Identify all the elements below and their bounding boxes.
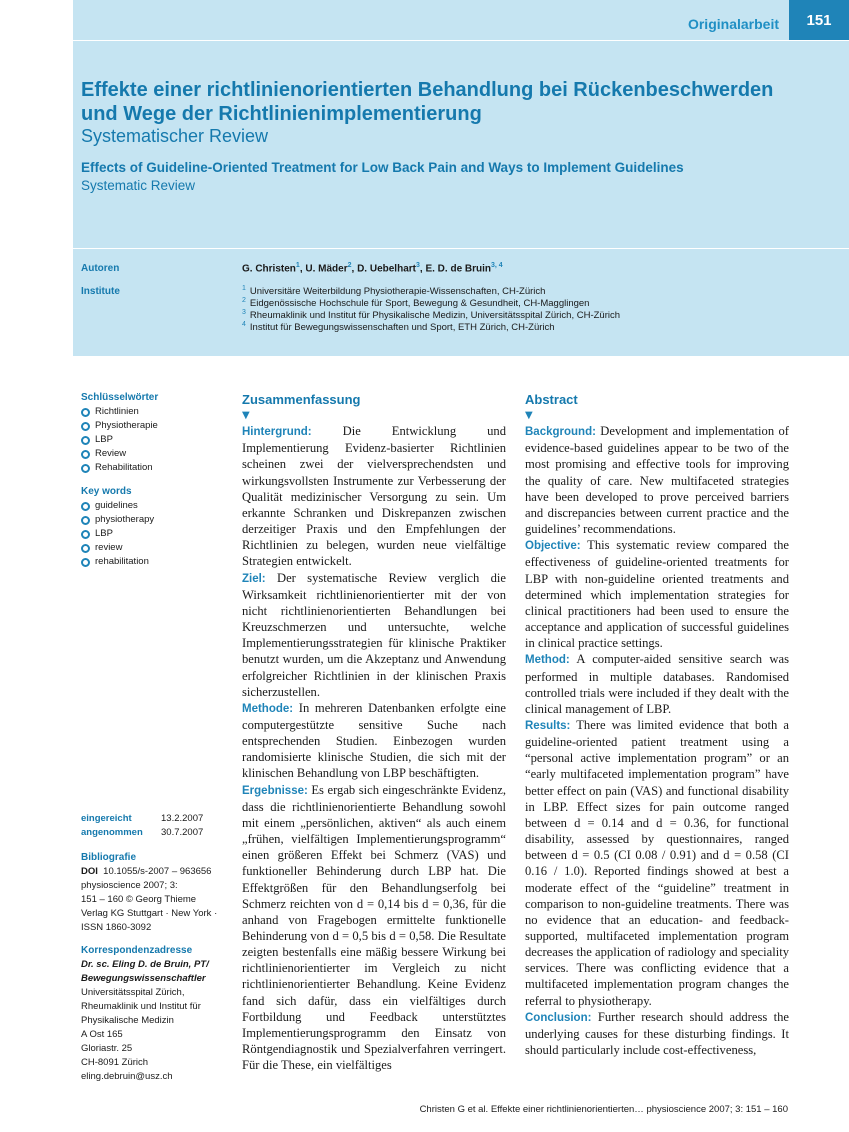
bibliography-line: physioscience 2007; 3:: [81, 880, 178, 891]
institute-item: [242, 309, 620, 321]
author-separator: ,: [419, 263, 426, 275]
bullet-circle-icon: [81, 408, 90, 417]
section-keyword: Results:: [525, 719, 571, 732]
dates-block: [81, 812, 203, 840]
section-text: This systematic review compared the effectiveness of guideline-oriented treatments for LBP with non-guideline oriented treatments and determined which implementation strategies for clinical practitioners had been used to ensure the acceptance and application of successful guidelines in clinical practice settings.: [525, 538, 789, 651]
bullet-circle-icon: [81, 502, 90, 511]
section-text: Die Entwicklung und Implementierung Evidenz-basierter Richtlinien scheinen zwei der vielversprechendsten und wirkungsvollsten Instrumente zur Verbesserung der Qualität medizinischer Versorgung zu sein. Um erkannte Schranken und Diskrepanzen zwischen derzeitiger Praxis und den Empfehlungen der Richtlinien zu belegen, wurden neue vielfältige Strategien entwickelt.: [242, 424, 507, 569]
author-affiliation: 3, 4: [491, 262, 503, 269]
section-text: A computer-aided sensitive search was performed in multiple databases. Randomised controlled trials were included if they dealt with the clinical management of LBP.: [525, 652, 789, 716]
keyword-text: rehabilitation: [95, 556, 149, 567]
section-label: Originalarbeit: [687, 16, 779, 32]
correspondence-block: [81, 944, 231, 1084]
email-link[interactable]: eling.debruin@usz.ch: [81, 1071, 173, 1082]
bullet-circle-icon: [81, 544, 90, 553]
bibliography-block: [81, 851, 231, 935]
abstract-heading: Abstract: [525, 392, 578, 407]
keyword-text: review: [95, 542, 123, 553]
divider: [73, 40, 849, 41]
bullet-circle-icon: [81, 558, 90, 567]
institute-item: [242, 321, 555, 333]
article-title-en: Effects of Guideline-Oriented Treatment for Low Back Pain and Ways to Implement Guidelines: [81, 160, 684, 175]
keywords-de: [81, 391, 158, 475]
address-line: CH-8091 Zürich: [81, 1057, 149, 1068]
bibliography-label: Bibliografie: [81, 852, 137, 863]
triangle-down-icon: ▼: [525, 410, 533, 422]
section-keyword: Objective:: [525, 540, 581, 553]
address-line: Rheumaklinik und Institut für: [81, 1001, 201, 1012]
institute-number: 3: [242, 309, 246, 316]
section-text: There was limited evidence that both a guideline-oriented patient treatment using a “personal active implementation program” or an “early multifaceted implementation program” have better effect on pain (VAS) and functional disability in LBP. Effect sizes for pain outcome ranged between d = 0.14 and d = 0.36, for functional disability, assessed by questionnaires, ranged between d = 0.5 (CI 0.08 / 0.91) and d = 0.58 (CI 0.16 / 1.0). Reported findings showed at best a moderate effect of the “guideline” treatment in comparison to non-guideline treatments. There was no evidence that an education- and feedback-supported, multifaceted implementation program decreases the application of radiology and speciality services. There was conflicting evidence that a multifaceted implementation program changes the referral to physiotherapy.: [525, 717, 789, 1008]
institutes-label: Institute: [81, 286, 120, 297]
section-text: Es ergab sich eingeschränkte Evidenz, dass die richtlinienorientierte Behandlung sowohl mit einem „persönlichen, aktiven“ als auch einem „frühen, vielfältigen Implementierungsprogramm“ einen größeren Effekt bei Schmerz (VAS) und funktioneller Behinderung durch LBP hat. Die Effektgrößen für den Behandlungserfolg bei Schmerz reichten von d = 0,14 bis d = 0,36, für die anhand von Fragebogen ermittelte funktionelle Behinderung von d = 0,5 bis d = 0,58. Die Resultate zeigten bestenfalls eine mäßig bessere Wirkung bei richtlinienorientierter im Vergleich zu nicht richtlinienorientierter Behandlung. Keine Evidenz fand sich dafür, dass ein vielfältiges durch Fortbildung und Feedback unterstütztes Implementierungsprogramm den Einsatz von Röntgendiagnostik und Spezialverfahren verringert. Für die These, ein vielfältiges: [242, 782, 506, 1073]
section-keyword: Background:: [525, 426, 596, 439]
bibliography-line: Verlag KG Stuttgart · New York ·: [81, 908, 218, 919]
keyword-text: physiotherapy: [95, 514, 155, 525]
zusammenfassung-column: [242, 392, 506, 1073]
keyword-item: [81, 499, 154, 513]
address-line: Universitätsspital Zürich,: [81, 987, 185, 998]
section-keyword: Ergebnisse:: [242, 784, 308, 797]
author-separator: ,: [299, 263, 306, 275]
bullet-circle-icon: [81, 422, 90, 431]
keyword-item: [81, 555, 154, 569]
author-name: E. D. de Bruin: [425, 263, 492, 275]
authors-label: Autoren: [81, 263, 120, 274]
section-keyword: Hintergrund:: [242, 426, 312, 439]
institute-text: Institut für Bewegungswissenschaften und Sport, ETH Zürich, CH-Zürich: [249, 322, 555, 334]
divider: [73, 248, 849, 249]
abstract-text: [525, 423, 789, 1058]
author-affiliation: 1: [295, 262, 300, 269]
keyword-item: [81, 541, 154, 555]
bullet-circle-icon: [81, 450, 90, 459]
section-text: Further research should address the underlying causes for these disturbing findings. It should particularly include cost-effectiveness,: [525, 1009, 789, 1058]
keyword-text: Rehabilitation: [95, 462, 153, 473]
keyword-item: [81, 513, 154, 527]
abstract-text: [242, 423, 506, 1073]
keyword-text: LBP: [95, 528, 113, 539]
abstract-column: [525, 392, 789, 1058]
correspondence-label: Korrespondenzadresse: [81, 945, 193, 956]
institute-number: 2: [242, 297, 246, 304]
institute-number: 4: [242, 321, 246, 328]
section-text: Development and implementation of evidence-based guidelines appear to be two of the most promising and effective tools for improving the quality of care. New multifaceted strategies have been developed to prove perceived barriers and discrepancies between current practice and the guidelines’ recommendations.: [525, 424, 789, 537]
author-affiliation: 2: [347, 262, 352, 269]
author-separator: ,: [351, 263, 358, 275]
article-subtitle-en: Systematic Review: [81, 178, 196, 193]
section-text: In mehreren Datenbanken erfolgte eine computergestützte sensitive Suche nach entsprechenden Studien. Einbezogen wurden randomisierte klinische Studien, die sich mit der klinischen Behandlung von LBP beschäftigten.: [242, 700, 506, 781]
keyword-item: [81, 433, 158, 447]
section-keyword: Methode:: [242, 702, 294, 715]
institute-item: [242, 285, 545, 297]
address-line: A Ost 165: [81, 1029, 123, 1040]
section-keyword: Method:: [525, 654, 570, 667]
author-list: [242, 262, 503, 274]
keyword-text: Review: [95, 448, 127, 459]
correspondence-title: Bewegungswissenschaftler: [81, 973, 206, 984]
article-subtitle-de: Systematischer Review: [81, 126, 269, 146]
keyword-item: [81, 405, 158, 419]
triangle-down-icon: ▼: [242, 410, 250, 422]
keyword-item: [81, 527, 154, 541]
institute-item: [242, 297, 589, 309]
keywords-en: [81, 485, 154, 569]
accepted-label: angenommen: [81, 827, 143, 838]
keywords-en-label: Key words: [81, 486, 132, 497]
page-footer: Christen G et al. Effekte einer richtlinienorientierten… physioscience 2007; 3: 151 – 160: [419, 1104, 788, 1115]
keyword-item: [81, 461, 158, 475]
institute-text: Eidgenössische Hochschule für Sport, Bewegung & Gesundheit, CH-Magglingen: [249, 298, 590, 310]
institute-text: Rheumaklinik und Institut für Physikalische Medizin, Universitätsspital Zürich, CH-Zürich: [249, 310, 621, 322]
keyword-text: Richtlinien: [95, 406, 139, 417]
keywords-de-label: Schlüsselwörter: [81, 392, 159, 403]
keyword-item: [81, 419, 158, 433]
page-number: 151: [789, 0, 849, 40]
institute-number: 1: [242, 285, 246, 292]
keyword-text: guidelines: [95, 500, 138, 511]
bibliography-line: 151 – 160 © Georg Thieme: [81, 894, 197, 905]
doi-label: DOI: [81, 866, 98, 877]
address-line: Gloriastr. 25: [81, 1043, 133, 1054]
keyword-item: [81, 447, 158, 461]
correspondence-name: Dr. sc. Eling D. de Bruin, PT/: [81, 959, 209, 970]
doi-value[interactable]: 10.1055/s-2007 – 963656: [103, 866, 212, 877]
bullet-circle-icon: [81, 530, 90, 539]
author-name: D. Uebelhart: [357, 263, 416, 275]
address-line: Physikalische Medizin: [81, 1015, 174, 1026]
keyword-text: Physiotherapie: [95, 420, 158, 431]
section-keyword: Conclusion:: [525, 1011, 592, 1024]
author-name: U. Mäder: [305, 263, 348, 275]
article-title-de: Effekte einer richtlinienorientierten Behandlung bei Rückenbeschwerden und Wege der Richtlinienimplementierung: [81, 79, 774, 125]
bullet-circle-icon: [81, 516, 90, 525]
author-affiliation: 3: [415, 262, 420, 269]
section-keyword: Ziel:: [242, 572, 266, 585]
bullet-circle-icon: [81, 436, 90, 445]
author-name: G. Christen: [242, 263, 296, 275]
zusammenfassung-heading: Zusammenfassung: [242, 392, 361, 407]
institute-text: Universitäre Weiterbildung Physiotherapie-Wissenschaften, CH-Zürich: [249, 286, 546, 298]
bibliography-line: ISSN 1860-3092: [81, 922, 152, 933]
accepted-date: 30.7.2007: [161, 827, 204, 838]
submitted-date: 13.2.2007: [161, 813, 204, 824]
bullet-circle-icon: [81, 464, 90, 473]
keyword-text: LBP: [95, 434, 113, 445]
submitted-label: eingereicht: [81, 813, 132, 824]
section-text: Der systematische Review verglich die Wirksamkeit richtlinienorientierter mit der von nicht richtlinienorientierten Behandlungen bei Kreuzschmerzen und untersuchte, welche Implementierungsstrategien für klinische Praktiker benutzt wurden, um die Akzeptanz und Anwendung erfolgreicher Richtlinien in der klinischen Praxis sicherzustellen.: [242, 570, 506, 699]
